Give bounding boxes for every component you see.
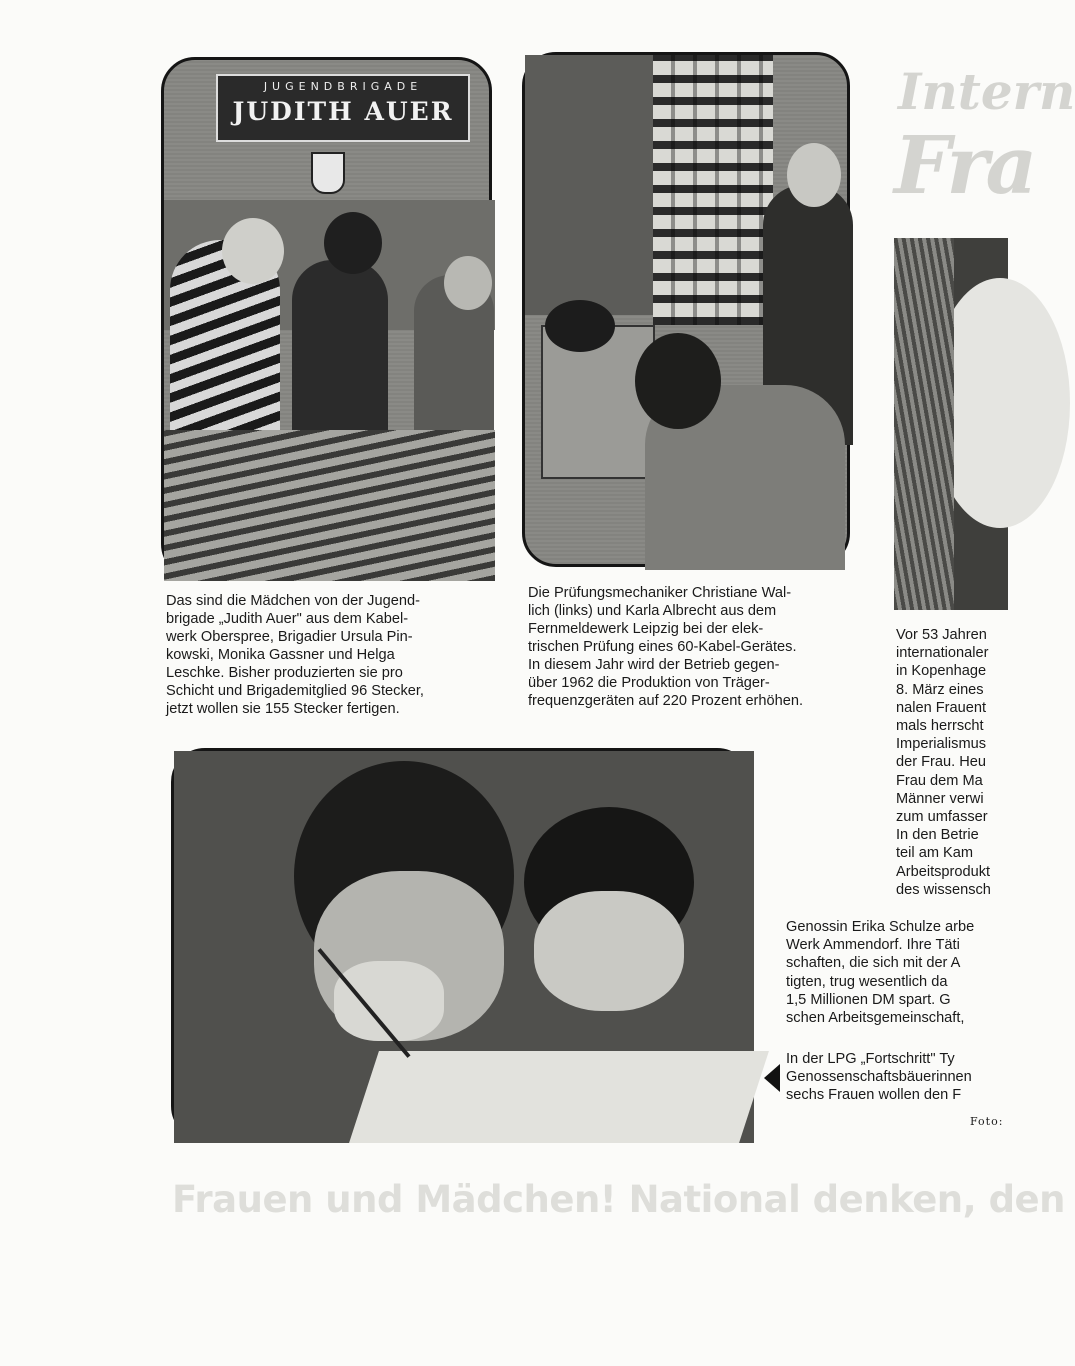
- bottom-banner: Frauen und Mädchen! National denken, den: [172, 1178, 1065, 1221]
- caption2-line: lich (links) und Karla Albrecht aus dem: [528, 603, 777, 619]
- caption4-line: sechs Frauen wollen den F: [786, 1087, 962, 1104]
- sign-line-2: JUDITH AUER: [232, 97, 454, 126]
- article-heading-line-2: Fra: [894, 118, 1035, 212]
- article-text-column: [896, 626, 1008, 899]
- caption2-line: Die Prüfungsmechaniker Christiane Wal-: [528, 585, 792, 601]
- head-right: [444, 256, 492, 310]
- caption1-line: werk Oberspree, Brigadier Ursula Pin-: [166, 629, 413, 645]
- arrow-left-icon: [764, 1064, 780, 1092]
- caption1-line: Schicht und Brigademitglied 96 Stecker,: [166, 683, 424, 699]
- portrait-hair: [894, 238, 954, 610]
- article-line: des wissensch: [896, 881, 991, 898]
- article-line: Imperialismus: [896, 736, 987, 753]
- caption3-line: 1,5 Millionen DM spart. G: [786, 991, 951, 1008]
- papers-on-desk: [349, 1051, 769, 1143]
- portrait-photo: [894, 238, 1008, 610]
- film-reel: [545, 300, 615, 352]
- article-line: In den Betrie: [896, 827, 979, 844]
- switch-panel-grid: [653, 55, 773, 325]
- caption4-line: In der LPG „Fortschritt" Ty: [786, 1051, 955, 1067]
- caption2-line: In diesem Jahr wird der Betrieb gegen-: [528, 657, 780, 673]
- sign-line-1: JUGENDBRIGADE: [263, 80, 423, 93]
- article-line: Männer verwi: [896, 790, 984, 807]
- head-middle: [324, 212, 382, 274]
- article-line: der Frau. Heu: [896, 754, 987, 771]
- caption3-line: schaften, die sich mit der A: [786, 955, 961, 972]
- caption-erika-schulze: [786, 918, 1008, 1027]
- wires: [525, 55, 653, 315]
- photo-credit: Foto:: [970, 1115, 1004, 1128]
- article-line: teil am Kam: [896, 845, 974, 862]
- head-seated: [635, 333, 721, 429]
- fdj-emblem: [311, 152, 345, 194]
- photo-arbeitsgemeinschaft: [171, 748, 751, 1140]
- article-line: Vor 53 Jahren: [896, 627, 987, 643]
- sign-board: [216, 74, 470, 142]
- caption1-line: kowski, Monika Gassner und Helga: [166, 647, 395, 663]
- caption1-line: Leschke. Bisher produzierten sie pro: [166, 665, 403, 681]
- article-line: zum umfasser: [896, 809, 988, 826]
- article-line: mals herrscht: [896, 718, 984, 735]
- article-line: Frau dem Ma: [896, 772, 983, 789]
- head-left: [222, 218, 284, 284]
- caption2-line: über 1962 die Produktion von Träger-: [528, 675, 770, 691]
- caption2-line: frequenzgeräten auf 220 Prozent erhöhen.: [528, 693, 804, 709]
- photo-jugendbrigade: [161, 57, 492, 578]
- caption3-line: Genossin Erika Schulze arbe: [786, 919, 975, 935]
- article-line: in Kopenhage: [896, 663, 987, 680]
- caption3-line: schen Arbeitsgemeinschaft,: [786, 1010, 965, 1027]
- caption1-line: brigade „Judith Auer" aus dem Kabel-: [166, 611, 409, 627]
- caption-jugendbrigade: [166, 592, 484, 718]
- article-line: 8. März eines: [896, 681, 984, 698]
- workbench: [164, 430, 495, 581]
- caption4-line: Genossenschaftsbäuerinnen: [786, 1069, 972, 1086]
- article-line: nalen Frauent: [896, 699, 987, 716]
- caption1-line: jetzt wollen sie 155 Stecker fertigen.: [166, 701, 400, 717]
- photo-pruefungsmechaniker: [522, 52, 850, 567]
- article-line: Arbeitsprodukt: [896, 863, 991, 880]
- article-line: internationaler: [896, 645, 989, 662]
- caption-pruefungsmechaniker: [528, 584, 858, 710]
- face-right-woman: [534, 891, 684, 1011]
- caption3-line: tigten, trug wesentlich da: [786, 973, 948, 990]
- caption2-line: Fernmeldewerk Leipzig bei der elek-: [528, 621, 764, 637]
- caption-lpg-fortschritt: [786, 1050, 1008, 1105]
- caption1-line: Das sind die Mädchen von der Jugend-: [166, 593, 420, 609]
- head-standing: [787, 143, 841, 207]
- caption2-line: trischen Prüfung eines 60-Kabel-Gerätes.: [528, 639, 797, 655]
- article-heading-line-1: Intern: [898, 62, 1075, 121]
- caption3-line: Werk Ammendorf. Ihre Täti: [786, 937, 960, 954]
